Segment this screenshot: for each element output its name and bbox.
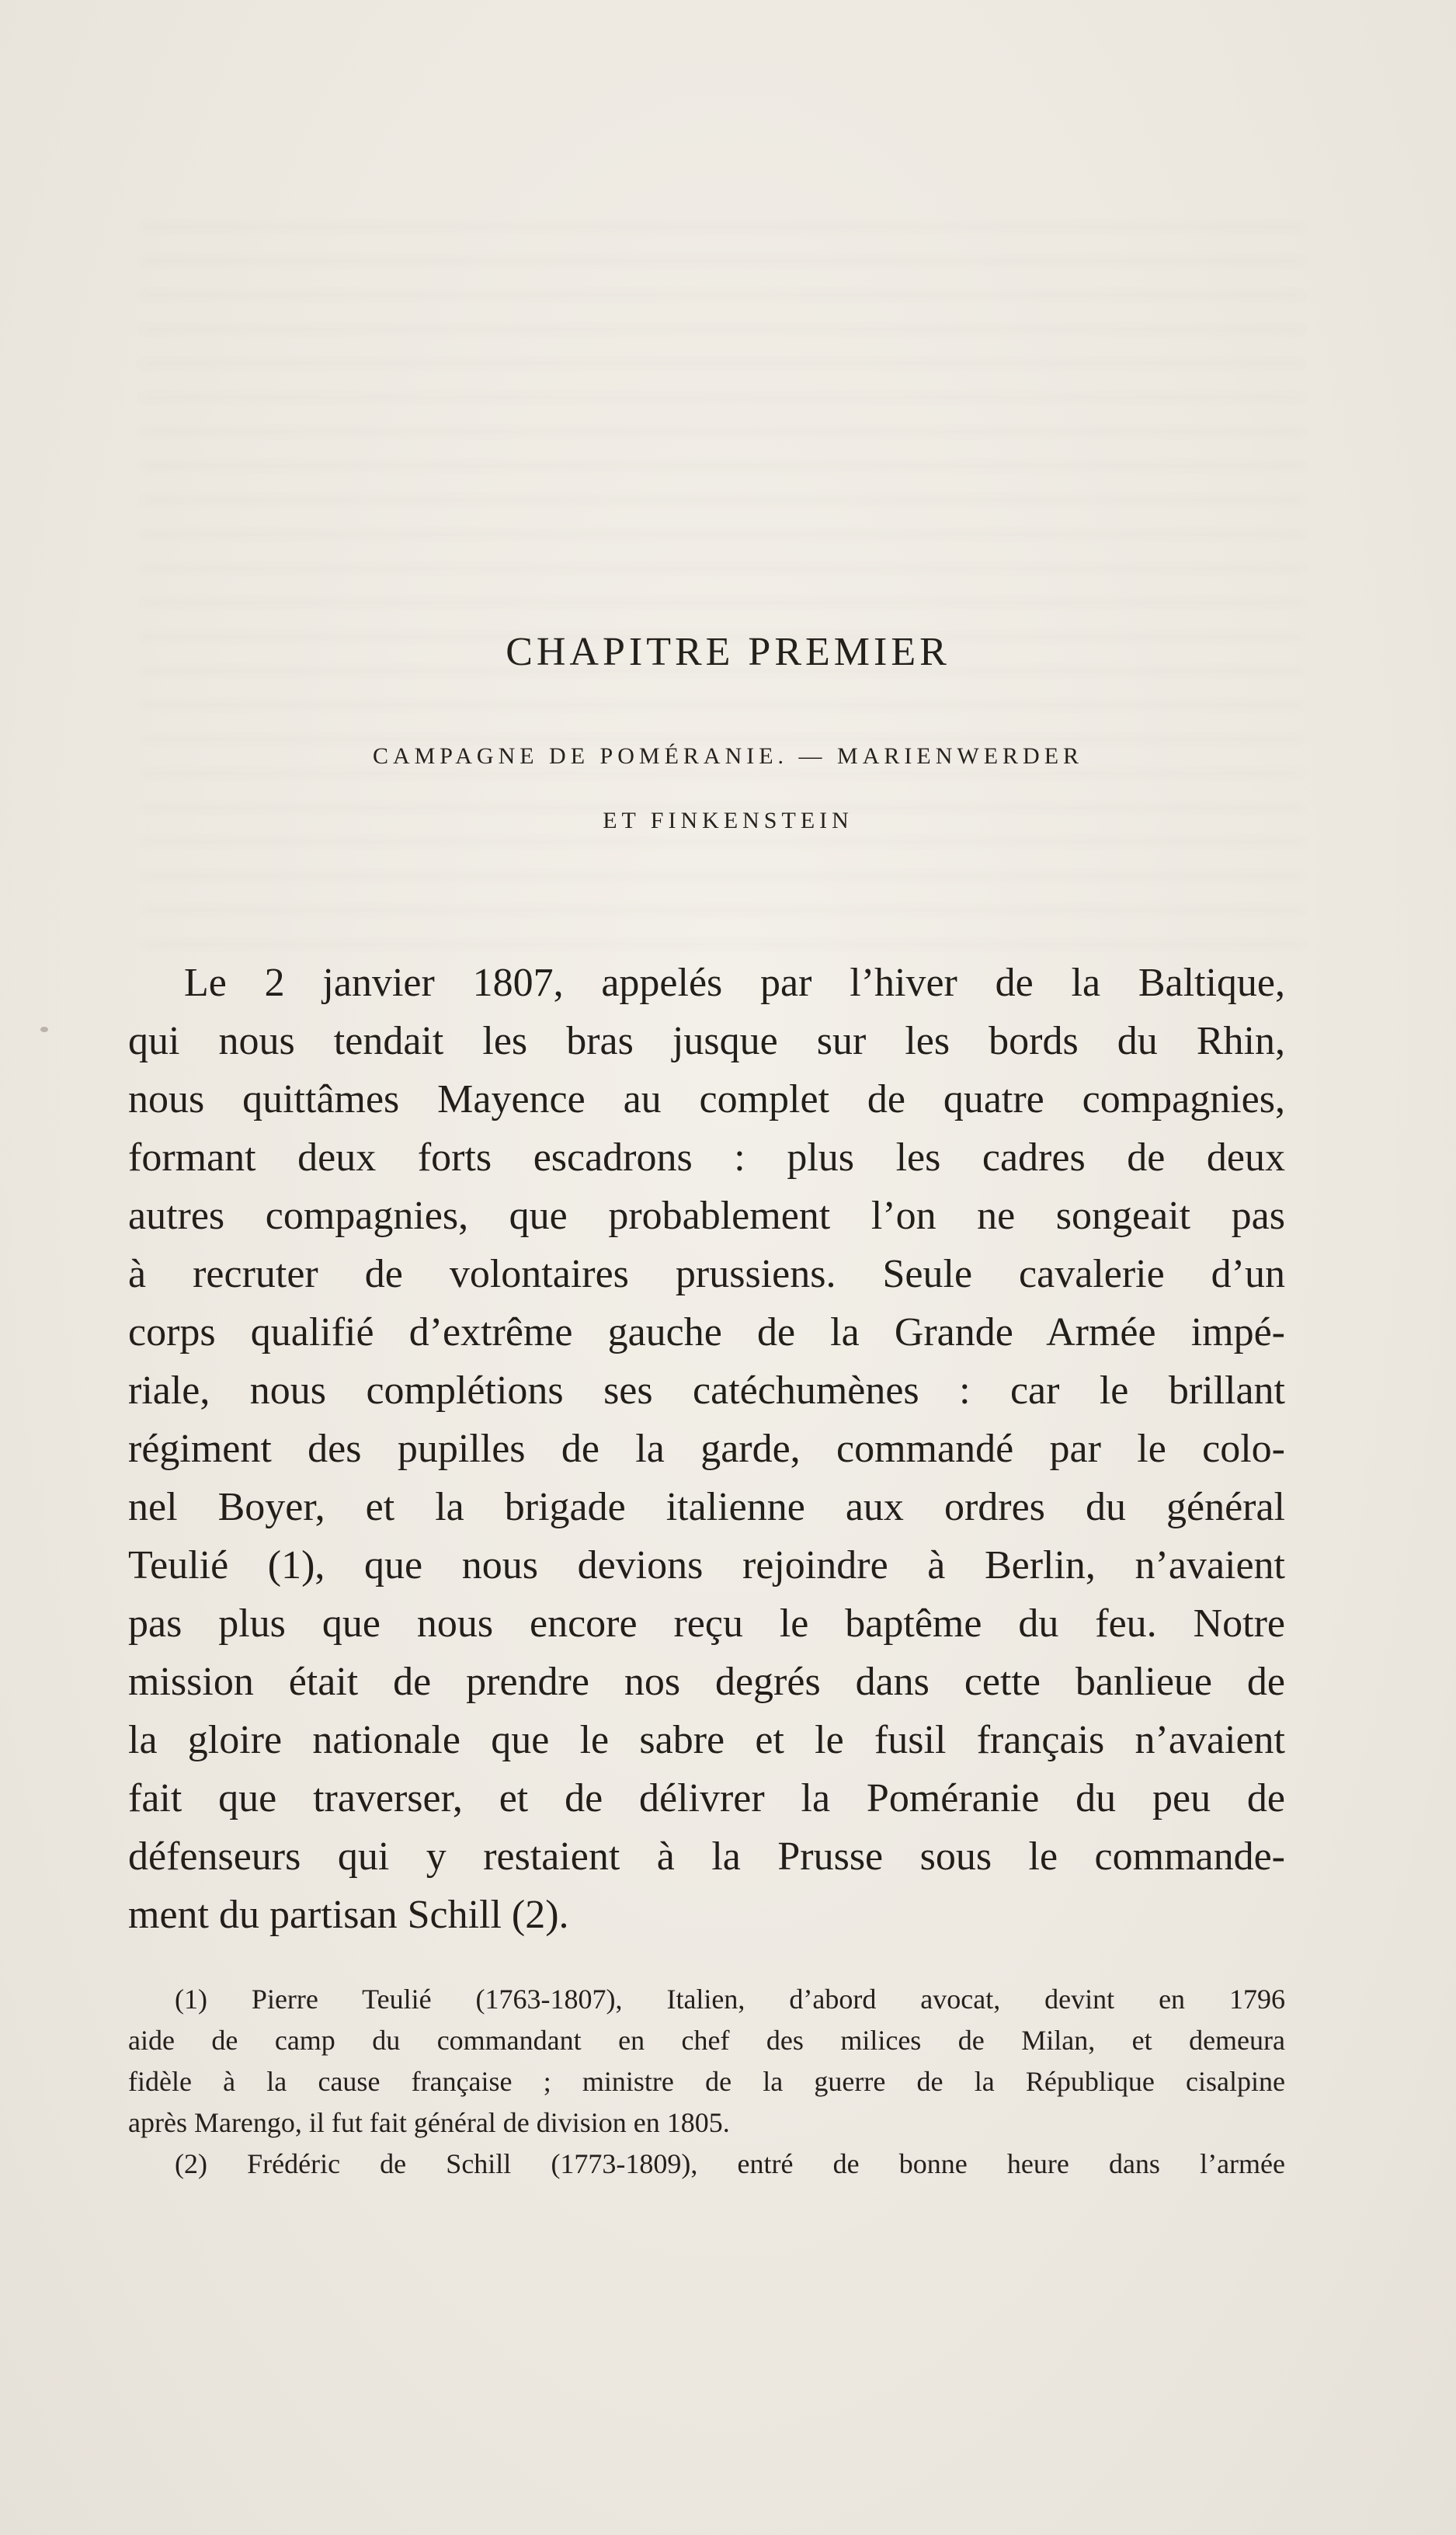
footnote-1-line: fidèle à la cause française ; ministre de la guerre de la République cisalpine (128, 2066, 1285, 2097)
body-line: autres compagnies, que probablement l’on ne songeait pas (128, 1194, 1285, 1238)
bleed-through-texture (140, 194, 1305, 971)
body-line: ment du partisan Schill (2). (128, 1893, 569, 1937)
body-line: corps qualifié d’extrême gauche de la Grande Armée impé- (128, 1310, 1285, 1354)
footnote-1-line: aide de camp du commandant en chef des milices de Milan, et demeura (128, 2025, 1285, 2056)
footnote-1-line: (1) Pierre Teulié (1763-1807), Italien, d’abord avocat, devint en 1796 (175, 1984, 1285, 2015)
footnote-1-line: après Marengo, il fut fait général de division en 1805. (128, 2107, 730, 2138)
body-line: régiment des pupilles de la garde, commandé par le colo- (128, 1427, 1285, 1471)
chapter-title: CHAPITRE PREMIER (506, 630, 950, 674)
paper-speck (40, 1027, 48, 1032)
body-line: Teulié (1), que nous devions rejoindre à Berlin, n’avaient (128, 1543, 1285, 1587)
footnotes (128, 1979, 1285, 2185)
body-line: la gloire nationale que le sabre et le fusil français n’avaient (128, 1718, 1285, 1762)
chapter-subtitle-line-2: ET FINKENSTEIN (603, 808, 853, 833)
body-line: riale, nous complétions ses catéchumènes : car le brillant (128, 1368, 1285, 1413)
body-line: pas plus que nous encore reçu le baptême du feu. Notre (128, 1601, 1285, 1646)
body-line: nous quittâmes Mayence au complet de quatre compagnies, (128, 1077, 1285, 1121)
body-line: mission était de prendre nos degrés dans cette banlieue de (128, 1660, 1285, 1704)
body-line: fait que traverser, et de délivrer la Poméranie du peu de (128, 1776, 1285, 1820)
body-line: qui nous tendait les bras jusque sur les bords du Rhin, (128, 1019, 1285, 1063)
footnote-2-line: (2) Frédéric de Schill (1773-1809), entré de bonne heure dans l’armée (175, 2148, 1285, 2179)
body-line: formant deux forts escadrons : plus les cadres de deux (128, 1135, 1285, 1180)
body-paragraph (128, 954, 1285, 1944)
body-line: Le 2 janvier 1807, appelés par l’hiver de la Baltique, (184, 961, 1285, 1005)
body-line: défenseurs qui y restaient à la Prusse sous le commande- (128, 1834, 1285, 1879)
body-line: à recruter de volontaires prussiens. Seule cavalerie d’un (128, 1252, 1285, 1296)
chapter-subtitle-line-1: CAMPAGNE DE POMÉRANIE. — MARIENWERDER (372, 743, 1084, 769)
body-line: nel Boyer, et la brigade italienne aux ordres du général (128, 1485, 1285, 1529)
